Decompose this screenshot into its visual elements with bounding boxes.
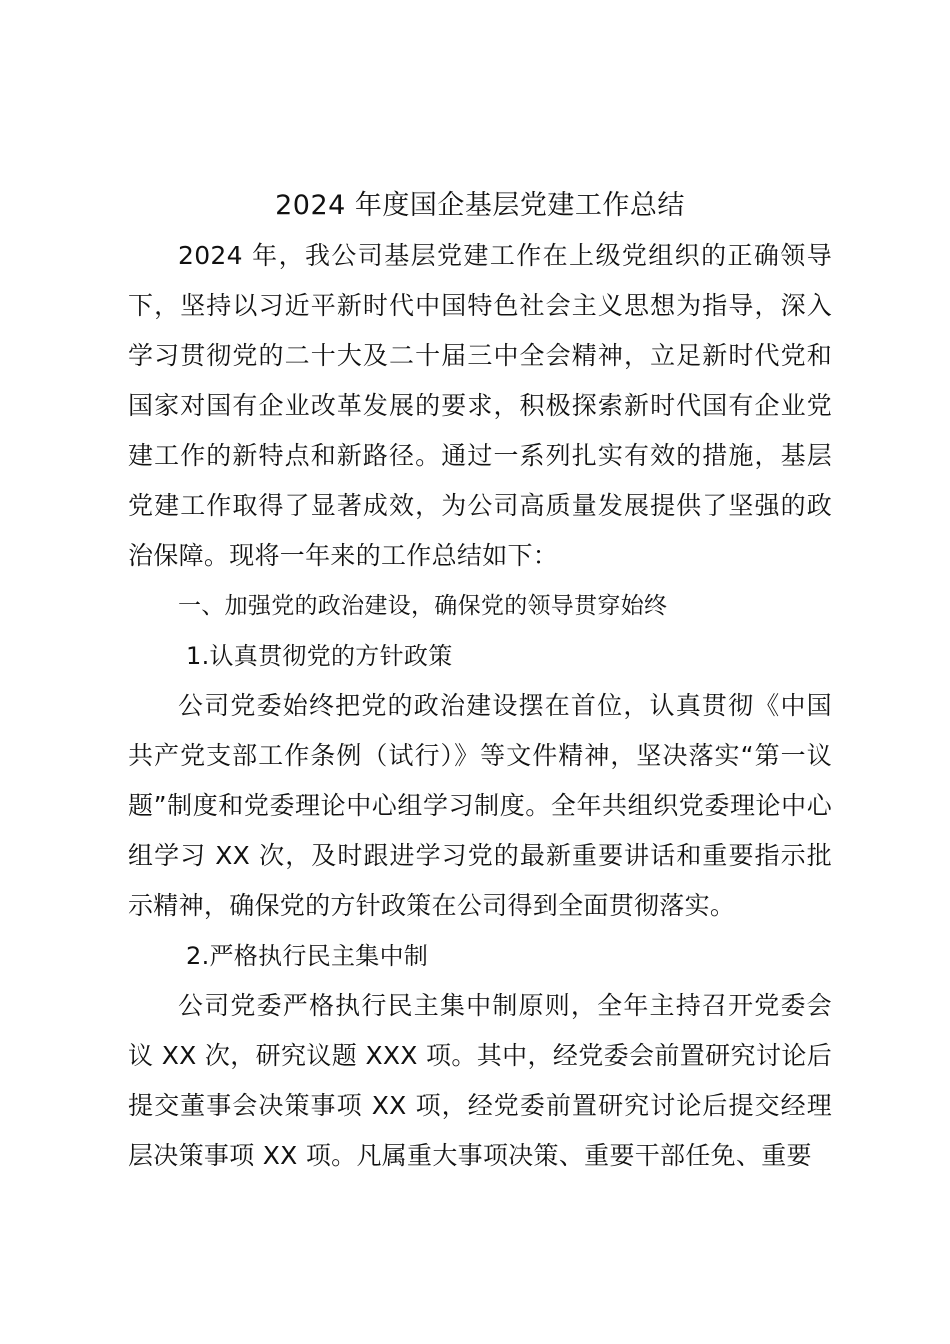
intro-paragraph: 2024 年，我公司基层党建工作在上级党组织的正确领导下，坚持以习近平新时代中国特色社会主义思想为指导，深入学习贯彻党的二十大及二十届三中全会精神，立足新时代党和国家对国有企业改革发展的要求，积极探索新时代国有企业党建工作的新特点和新路径。通过一系列扎实有效的措施，基层党建工作取得了显著成效，为公司高质量发展提供了坚强的政治保障。现将一年来的工作总结如下： [128, 241, 832, 570]
document-body [128, 181, 832, 1181]
section-1-heading: 一、加强党的政治建设，确保党的领导贯穿始终 [178, 593, 668, 619]
document-title: 2024 年度国企基层党建工作总结 [275, 190, 685, 221]
item-2-heading: 2.严格执行民主集中制 [186, 942, 429, 970]
item-1-heading: 1.认真贯彻党的方针政策 [186, 642, 453, 670]
item-1-paragraph: 公司党委始终把党的政治建设摆在首位，认真贯彻《中国共产党支部工作条例（试行）》等文件精神，坚决落实“第一议题”制度和党委理论中心组学习制度。全年共组织党委理论中心组学习 XX 次，及时跟进学习党的最新重要讲话和重要指示批示精神，确保党的方针政策在公司得到全面贯彻落实。 [128, 691, 832, 920]
item-2-paragraph: 公司党委严格执行民主集中制原则，全年主持召开党委会议 XX 次，研究议题 XXX 项。其中，经党委会前置研究讨论后提交董事会决策事项 XX 项，经党委前置研究讨论后提交经理层决策事项 XX 项。凡属重大事项决策、重要干部任免、重要 [128, 991, 832, 1170]
